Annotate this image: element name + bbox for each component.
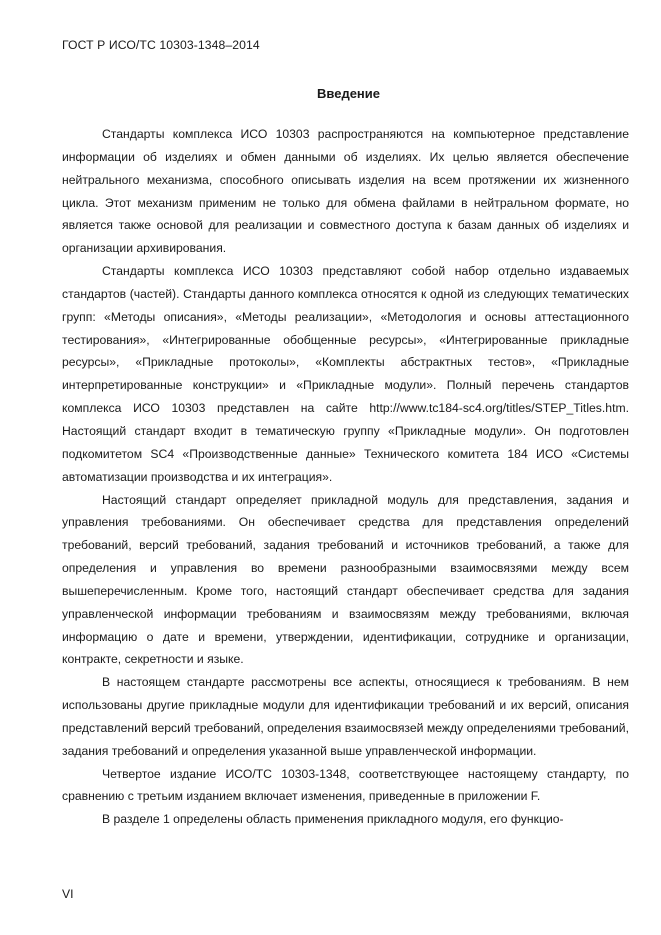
paragraph-3: Настоящий стандарт определяет прикладной модуль для представления, задания и управления требованиями. Он обеспечивает средства для представления определений требований, версий требований, задания требований и источников требований, а также для определения и управления во времени разнообразными взаимосвязями между всем вышеперечисленным. Кроме того, настоящий стандарт обеспечивает средства для задания управленческой информации требованиям и взаимосвязям между требованиями, включая информацию о дате и времени, утверждении, идентификации, сотруднике и организации, контракте, секретности и языке. <box>62 492 629 667</box>
paragraph-2: Стандарты комплекса ИСО 10303 представляют собой набор отдельно издаваемых стандартов (частей). Стандарты данного комплекса относятся к одной из следующих тематических групп: «Методы описания», «Методы реализации», «Методология и основы аттестационного тестирования», «Интегрированные обобщенные ресурсы», «Интегрированные прикладные ресурсы», «Прикладные протоколы», «Комплекты абстрактных тестов», «Прикладные интерпретированные конструкции» и «Прикладные модули». Полный перечень стандартов комплекса ИСО 10303 представлен на сайте http://www.tc184-sc4.org/titles/STEP_Titles.htm. Настоящий стандарт входит в тематическую группу «Прикладные модули». Он подготовлен подкомитетом SC4 «Производственные данные» Технического комитета 184 ИСО «Системы автоматизации производства и их интеграция». <box>62 264 629 484</box>
document-header: ГОСТ Р ИСО/ТС 10303-1348–2014 <box>62 38 260 52</box>
body-text <box>62 123 629 831</box>
paragraph-1: Стандарты комплекса ИСО 10303 распространяются на компьютерное представление информации об изделиях и обмен данными об изделиях. Их целью является обеспечение нейтрального механизма, способного описывать изделия на всем протяжении их жизненного цикла. Этот механизм применим не только для обмена файлами в нейтральном формате, но является также основой для реализации и совместного доступа к базам данных об изделиях и организации архивирования. <box>62 127 629 256</box>
paragraph-4: В настоящем стандарте рассмотрены все аспекты, относящиеся к требованиям. В нем использованы другие прикладные модули для идентификации требований и их версий, описания представлений версий требований, определения взаимосвязей между определениями требований, задания требований и определения указанной выше управленческой информации. <box>62 675 629 758</box>
page-title: Введение <box>317 86 380 101</box>
paragraph-5: Четвертое издание ИСО/ТС 10303-1348, соответствующее настоящему стандарту, по сравнению с третьим изданием включает изменения, приведенные в приложении F. <box>62 766 629 804</box>
page-number: VI <box>62 887 74 901</box>
paragraph-6: В разделе 1 определены область применения прикладного модуля, его функцио- <box>102 812 564 827</box>
